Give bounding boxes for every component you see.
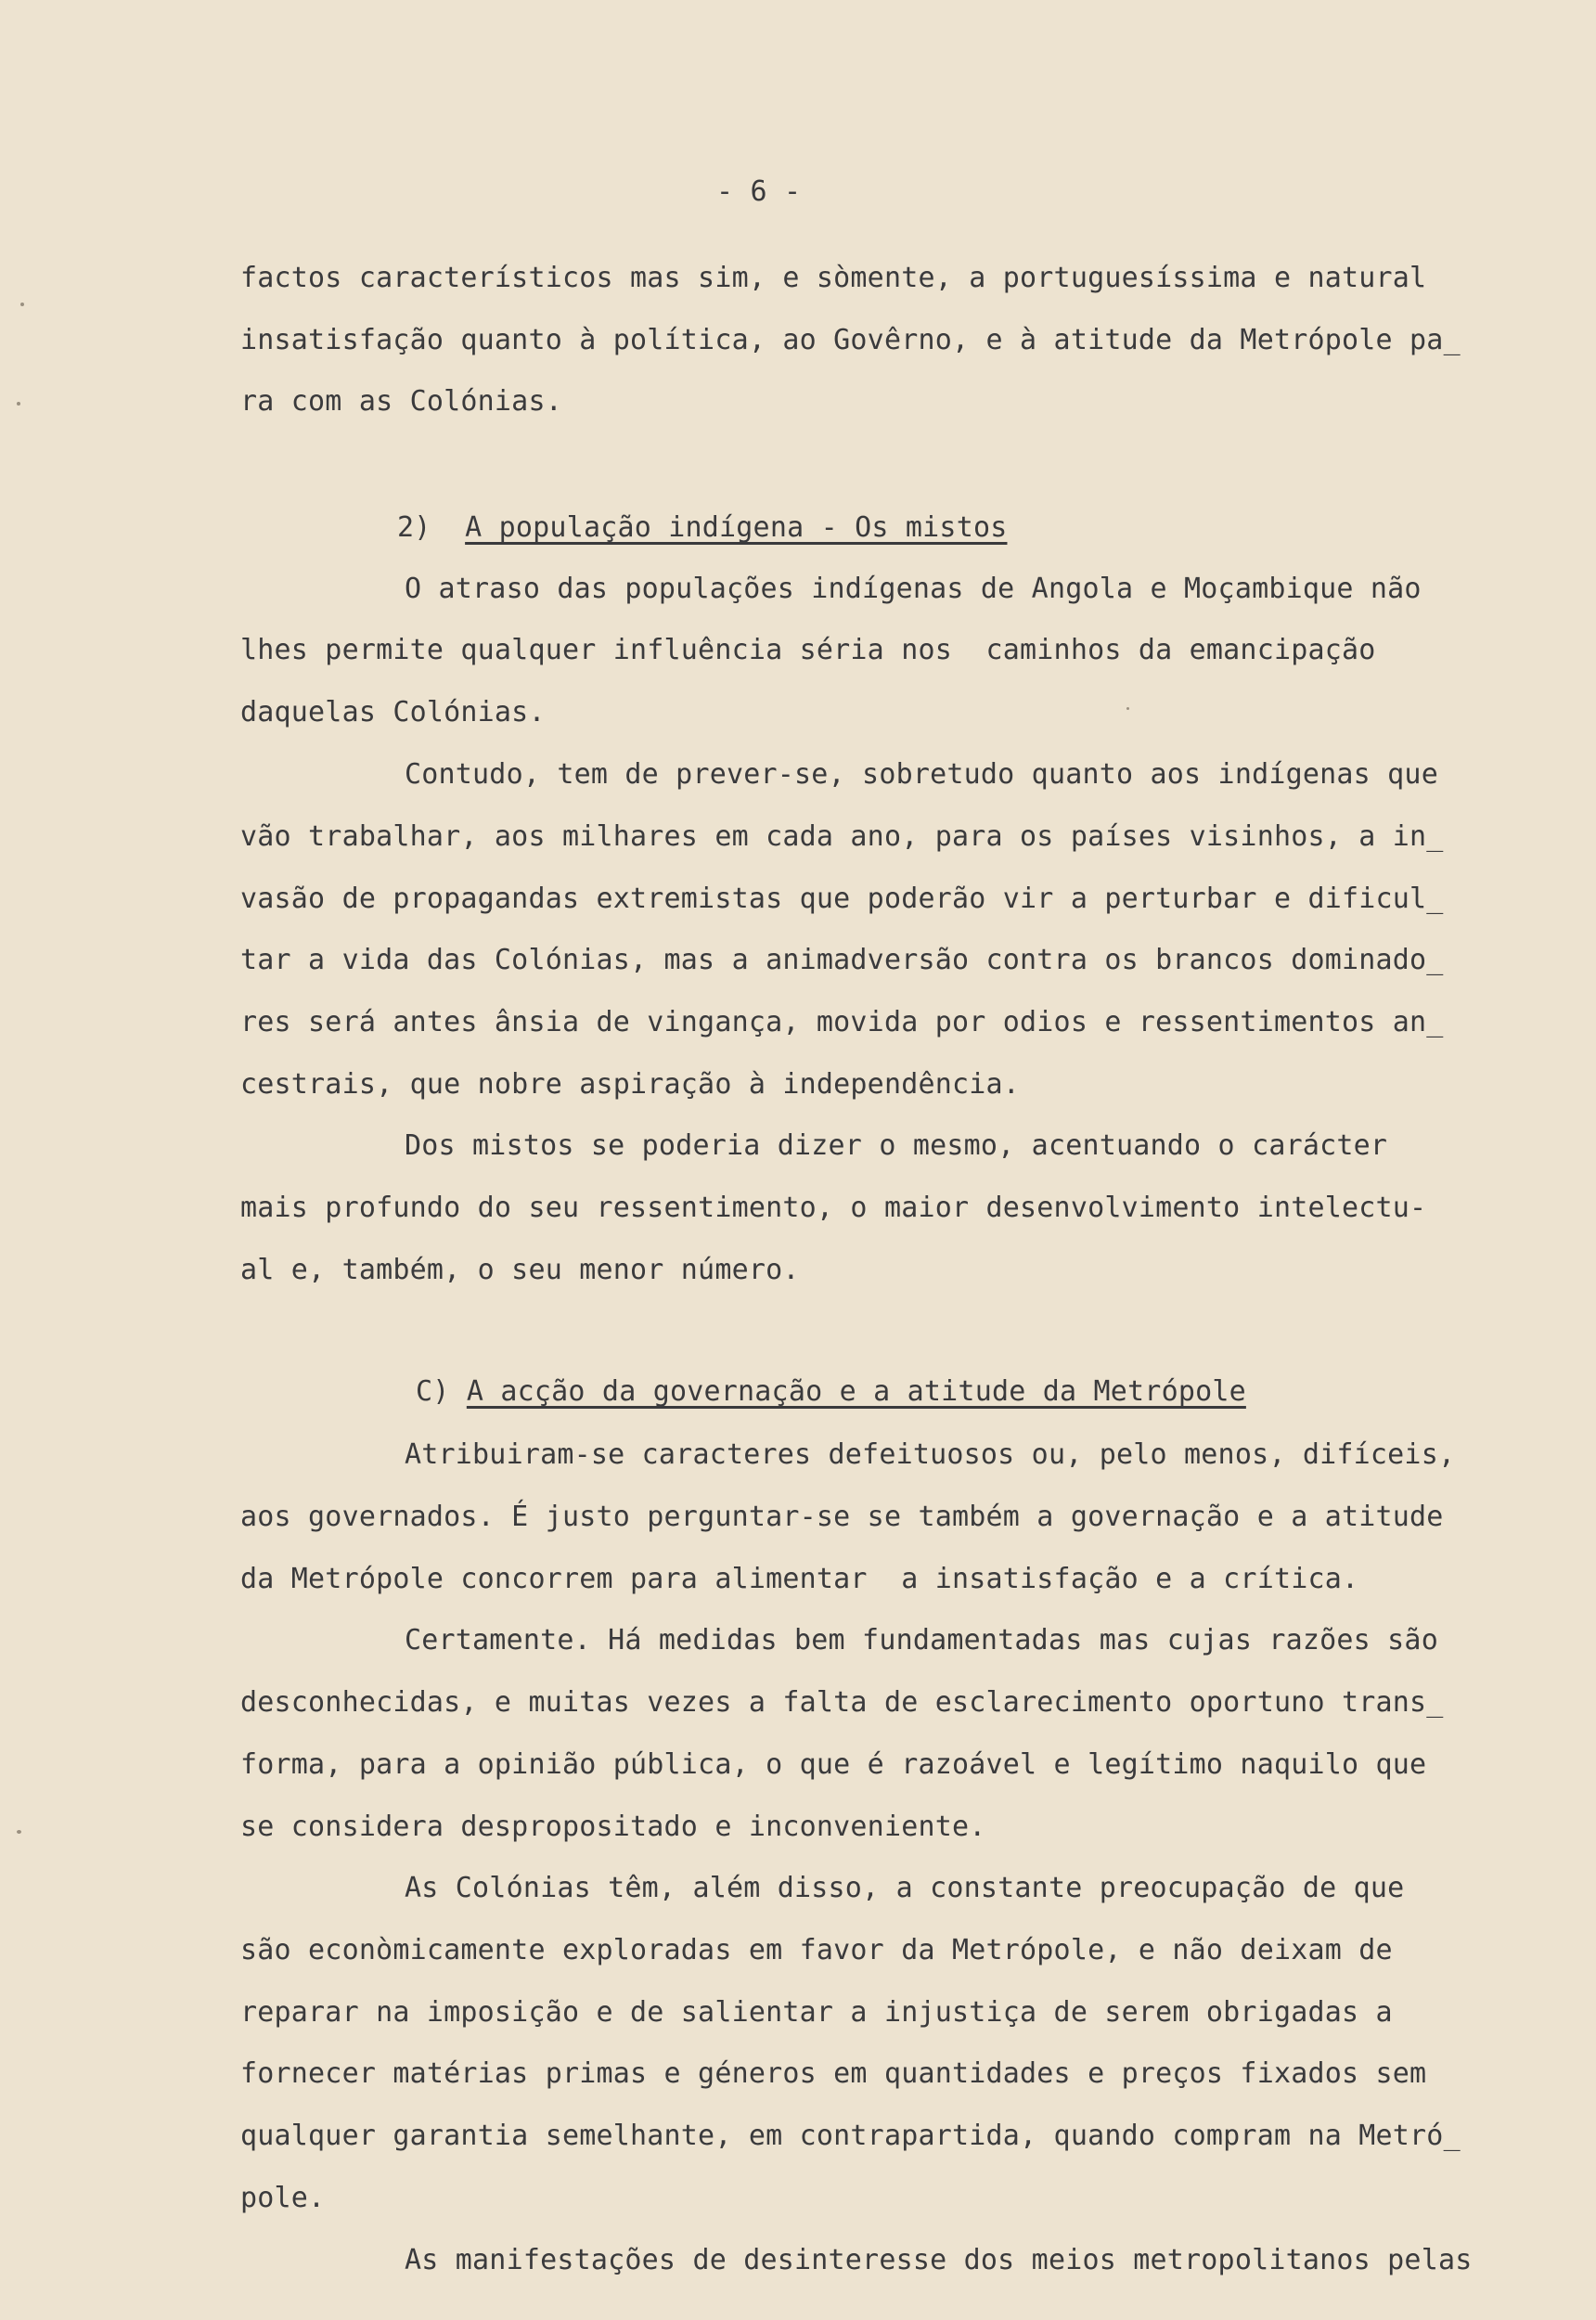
text-line: forma, para a opinião pública, o que é razoável e legítimo naquilo que xyxy=(240,1748,1427,1781)
text-line: são econòmicamente exploradas em favor da Metrópole, e não deixam de xyxy=(240,1934,1393,1966)
text-line: As Colónias têm, além disso, a constante preocupação de que xyxy=(405,1872,1405,1904)
paper-speck xyxy=(17,402,20,406)
text-line: insatisfação quanto à política, ao Govêrno, e à atitude da Metrópole pa_ xyxy=(240,324,1461,356)
text-line: qualquer garantia semelhante, em contrapartida, quando compram na Metró_ xyxy=(240,2120,1461,2152)
section-heading xyxy=(348,1350,1246,1434)
text-line: se considera despropositado e inconveniente. xyxy=(240,1811,986,1843)
text-line: Certamente. Há medidas bem fundamentadas mas cujas razões são xyxy=(405,1624,1438,1656)
text-line: mais profundo do seu ressentimento, o maior desenvolvimento intelectu- xyxy=(240,1192,1427,1224)
paper-speck xyxy=(17,1830,21,1834)
text-line: Atribuiram-se caracteres defeituosos ou, pelo menos, difíceis, xyxy=(405,1438,1456,1471)
text-line: factos característicos mas sim, e sòmente, a portuguesíssima e natural xyxy=(240,262,1427,294)
text-line: cestrais, que nobre aspiração à independência. xyxy=(240,1068,1021,1101)
text-line: O atraso das populações indígenas de Angola e Moçambique não xyxy=(405,573,1422,605)
section-title: A acção da governação e a atitude da Metrópole xyxy=(466,1375,1246,1408)
section-marker: 2) xyxy=(397,511,431,544)
text-line: Dos mistos se poderia dizer o mesmo, acentuando o carácter xyxy=(405,1129,1388,1162)
text-line: pole. xyxy=(240,2182,326,2214)
text-line: reparar na imposição e de salientar a injustiça de serem obrigadas a xyxy=(240,1996,1393,2029)
page-number: - 6 - xyxy=(716,175,802,208)
text-line: desconhecidas, e muitas vezes a falta de esclarecimento oportuno trans_ xyxy=(240,1686,1444,1719)
text-line: aos governados. É justo perguntar-se se também a governação e a atitude xyxy=(240,1501,1444,1533)
paper-speck xyxy=(1126,707,1129,710)
text-line: fornecer matérias primas e géneros em quantidades e preços fixados sem xyxy=(240,2057,1427,2090)
text-line: tar a vida das Colónias, mas a animadversão contra os brancos dominado_ xyxy=(240,944,1444,976)
text-line: Contudo, tem de prever-se, sobretudo quanto aos indígenas que xyxy=(405,758,1438,791)
text-line: al e, também, o seu menor número. xyxy=(240,1254,800,1286)
section-title: A população indígena - Os mistos xyxy=(465,511,1008,544)
text-line: vão trabalhar, aos milhares em cada ano, para os países visinhos, a in_ xyxy=(240,820,1444,853)
text-line: da Metrópole concorrem para alimentar a insatisfação e a crítica. xyxy=(240,1563,1359,1595)
text-line: lhes permite qualquer influência séria nos caminhos da emancipação xyxy=(240,634,1376,666)
paper-speck xyxy=(20,303,24,306)
text-line: ra com as Colónias. xyxy=(240,385,562,418)
text-line: As manifestações de desinteresse dos meios metropolitanos pelas xyxy=(405,2244,1473,2276)
text-line: res será antes ânsia de vingança, movida por odios e ressentimentos an_ xyxy=(240,1006,1444,1038)
text-line: daquelas Colónias. xyxy=(240,696,546,728)
text-line: vasão de propagandas extremistas que poderão vir a perturbar e dificul_ xyxy=(240,883,1444,915)
section-marker: C) xyxy=(416,1375,450,1408)
section-heading xyxy=(329,486,1007,570)
